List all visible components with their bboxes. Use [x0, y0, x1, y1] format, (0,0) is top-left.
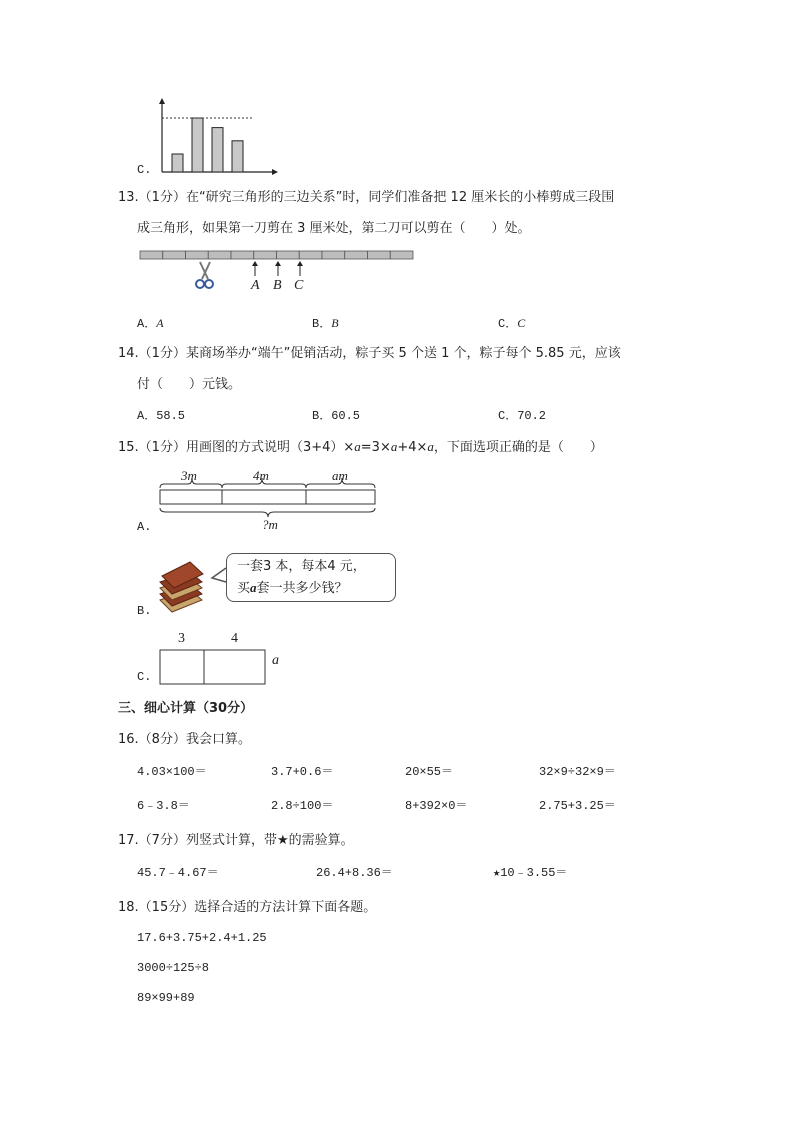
q18-item: 89×99+89 — [137, 991, 195, 1005]
q16-stem: 16.（8分）我会口算。 — [118, 732, 251, 747]
option-label: B． — [312, 409, 332, 423]
rect-side-label-a: a — [272, 653, 279, 668]
q15-option-a-label[interactable]: A. — [137, 520, 152, 534]
q17-item: 45.7﹣4.67＝ — [137, 866, 219, 880]
q16-item: 6﹣3.8＝ — [137, 799, 190, 813]
q18-stem: 18.（15分）选择合适的方法计算下面各题。 — [118, 900, 377, 915]
option-value: 70.2 — [517, 409, 547, 423]
rect-top-label-3: 3 — [178, 631, 185, 646]
q14-stem-line1: 14.（1分）某商场举办“端午”促销活动，粽子买 5 个送 1 个，粽子每个 5.85 元，应该 — [118, 346, 621, 361]
q17-item: ★10﹣3.55＝ — [493, 866, 568, 880]
mark-C: C — [294, 278, 304, 293]
q15-stem: 15.（1分）用画图的方式说明（3+4）×a=3×a+4×a，下面选项正确的是（ ） — [118, 439, 603, 455]
q16-item: 20×55＝ — [405, 765, 454, 779]
option-label: B． — [312, 317, 332, 331]
segment-am: am — [332, 468, 348, 483]
option-value: C — [517, 316, 526, 330]
section-title: 三、细心计算（30分） — [118, 701, 254, 716]
q14-stem-line2: 付（ ）元钱。 — [137, 377, 242, 392]
q15-option-c-label[interactable]: C. — [137, 670, 152, 684]
q13-stem-line2: 成三角形，如果第一刀剪在 3 厘米处，第二刀可以剪在（ ）处。 — [137, 221, 531, 236]
option-label: C． — [498, 409, 518, 423]
q16-item: 8+392×0＝ — [405, 799, 468, 813]
segment-4m: 4m — [253, 468, 269, 483]
q18-item: 17.6+3.75+2.4+1.25 — [137, 931, 267, 945]
option-label: C． — [498, 317, 518, 331]
bubble-line1: 一套3 本，每本4 元， — [237, 559, 366, 574]
segment-3m: 3m — [181, 468, 197, 483]
q16-item: 2.75+3.25＝ — [539, 799, 616, 813]
option-value: B — [331, 316, 339, 330]
q16-item: 3.7+0.6＝ — [271, 765, 334, 779]
q15-option-b-label[interactable]: B. — [137, 604, 152, 618]
option-label: A． — [137, 317, 157, 331]
bubble-line2: 买a套一共多少钱？ — [237, 580, 348, 596]
q16-item: 32×9÷32×9＝ — [539, 765, 616, 779]
total-label: ?m — [262, 517, 278, 532]
mark-A: A — [251, 278, 260, 293]
q17-item: 26.4+8.36＝ — [316, 866, 393, 880]
rect-top-label-4: 4 — [231, 631, 238, 646]
mark-B: B — [273, 278, 282, 293]
option-value: 60.5 — [331, 409, 361, 423]
q18-item: 3000÷125÷8 — [137, 961, 210, 975]
q12-option-c-label: C. — [137, 163, 152, 177]
option-value: A — [156, 316, 164, 330]
q16-item: 4.03×100＝ — [137, 765, 207, 779]
q16-item: 2.8÷100＝ — [271, 799, 334, 813]
option-label: A． — [137, 409, 157, 423]
q17-stem: 17.（7分）列竖式计算，带★的需验算。 — [118, 833, 354, 848]
q13-stem-line1: 13.（1分）在“研究三角形的三边关系”时，同学们准备把 12 厘米长的小棒剪成三段围 — [118, 190, 615, 205]
option-value: 58.5 — [156, 409, 186, 423]
